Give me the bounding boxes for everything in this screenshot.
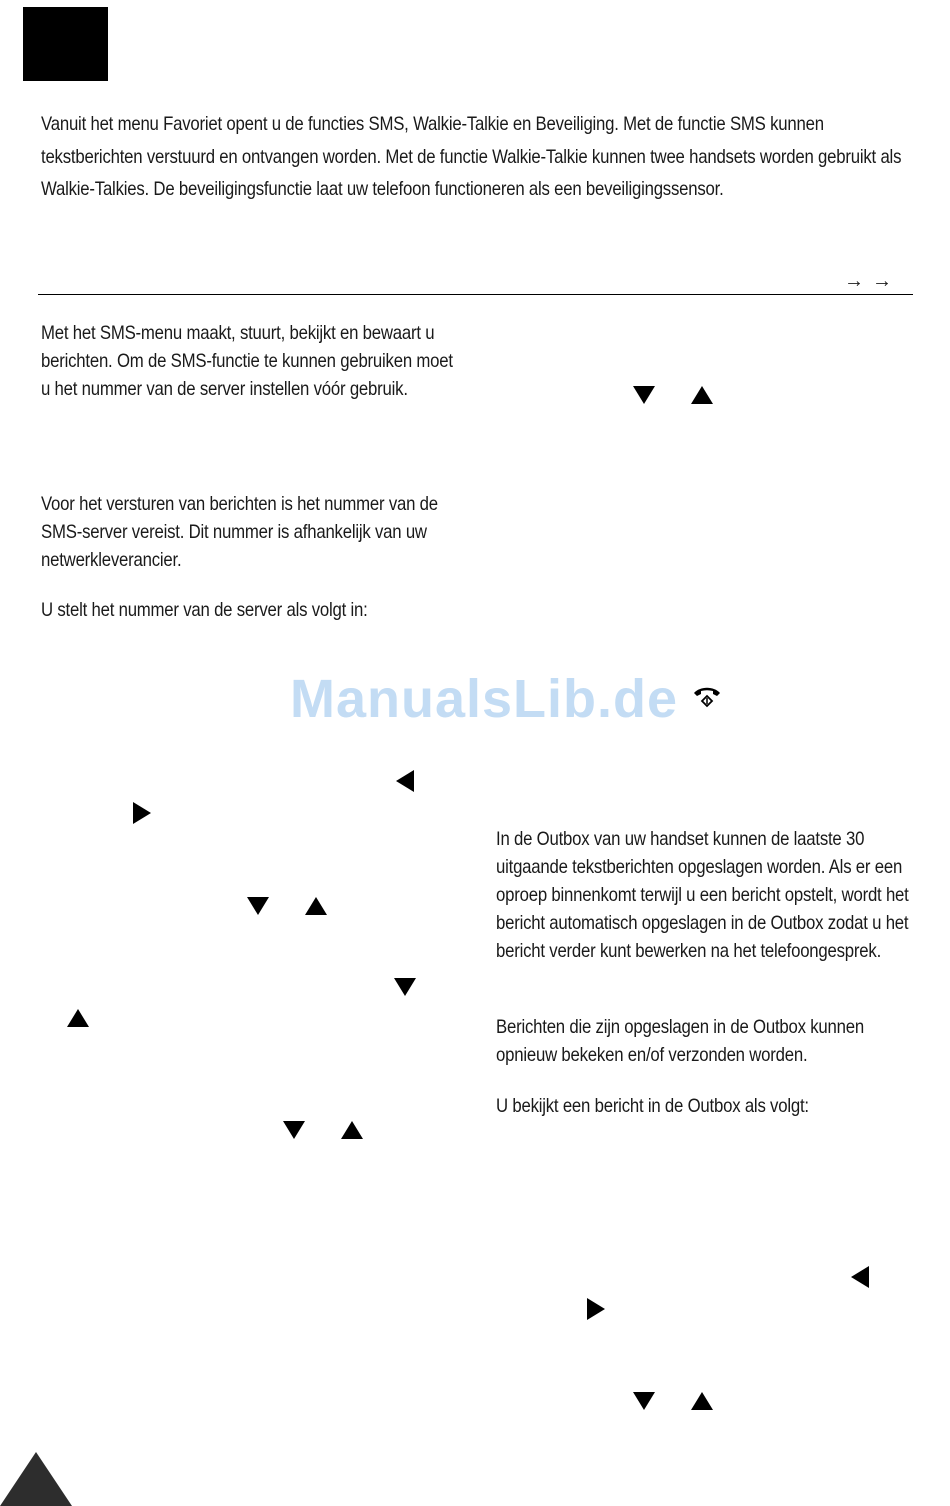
outbox-view-intro: U bekijkt een bericht in de Outbox als volgt: (496, 1095, 809, 1117)
continue-arrows: →→ (844, 270, 900, 292)
down-arrow-icon (633, 1392, 655, 1410)
watermark: ManualsLib.de (290, 669, 679, 729)
left-arrow-icon (851, 1266, 869, 1288)
down-arrow-icon (283, 1121, 305, 1139)
intro-paragraph: Vanuit het menu Favoriet opent u de functies SMS, Walkie-Talkie en Beveiliging. Met de functie SMS kunnen tekstberichten verstuurd en ontvangen worden. Met de functie Walkie-Talkie kunnen twee handsets worden gebruikt als Walkie-Talkies. De beveiligingsfunctie laat uw telefoon functioneren als een beveiligingssensor. (41, 113, 902, 200)
down-arrow-icon (633, 386, 655, 404)
outbox-paragraph: In de Outbox van uw handset kunnen de laatste 30 uitgaande tekstberichten opgeslagen worden. Als er een oproep binnenkomt terwijl u een bericht opstelt, wordt het bericht automatisch opgeslagen in de Outbox zodat u het bericht verder kunt bewerken na het telefoongesprek. (496, 828, 909, 962)
left-arrow-icon (396, 770, 414, 792)
server-setup-intro: U stelt het nummer van de server als volgt in: (41, 599, 368, 621)
right-arrow-icon (133, 802, 151, 824)
down-arrow-icon (394, 978, 416, 996)
up-arrow-icon (691, 386, 713, 404)
right-arrow-icon (587, 1298, 605, 1320)
up-arrow-icon (305, 897, 327, 915)
divider (38, 294, 913, 295)
page-corner-triangle (0, 1452, 72, 1506)
black-tab-marker (23, 7, 108, 81)
down-arrow-icon (247, 897, 269, 915)
outbox-review-paragraph: Berichten die zijn opgeslagen in de Outbox kunnen opnieuw bekeken en/of verzonden worden. (496, 1016, 864, 1066)
server-number-paragraph: Voor het versturen van berichten is het nummer van de SMS-server vereist. Dit nummer is afhankelijk van uw netwerkleverancier. (41, 493, 438, 571)
phone-icon (692, 684, 722, 710)
up-arrow-icon (67, 1009, 89, 1027)
up-arrow-icon (341, 1121, 363, 1139)
up-arrow-icon (691, 1392, 713, 1410)
sms-menu-paragraph: Met het SMS-menu maakt, stuurt, bekijkt en bewaart u berichten. Om de SMS-functie te kunnen gebruiken moet u het nummer van de server instellen vóór gebruik. (41, 322, 453, 400)
